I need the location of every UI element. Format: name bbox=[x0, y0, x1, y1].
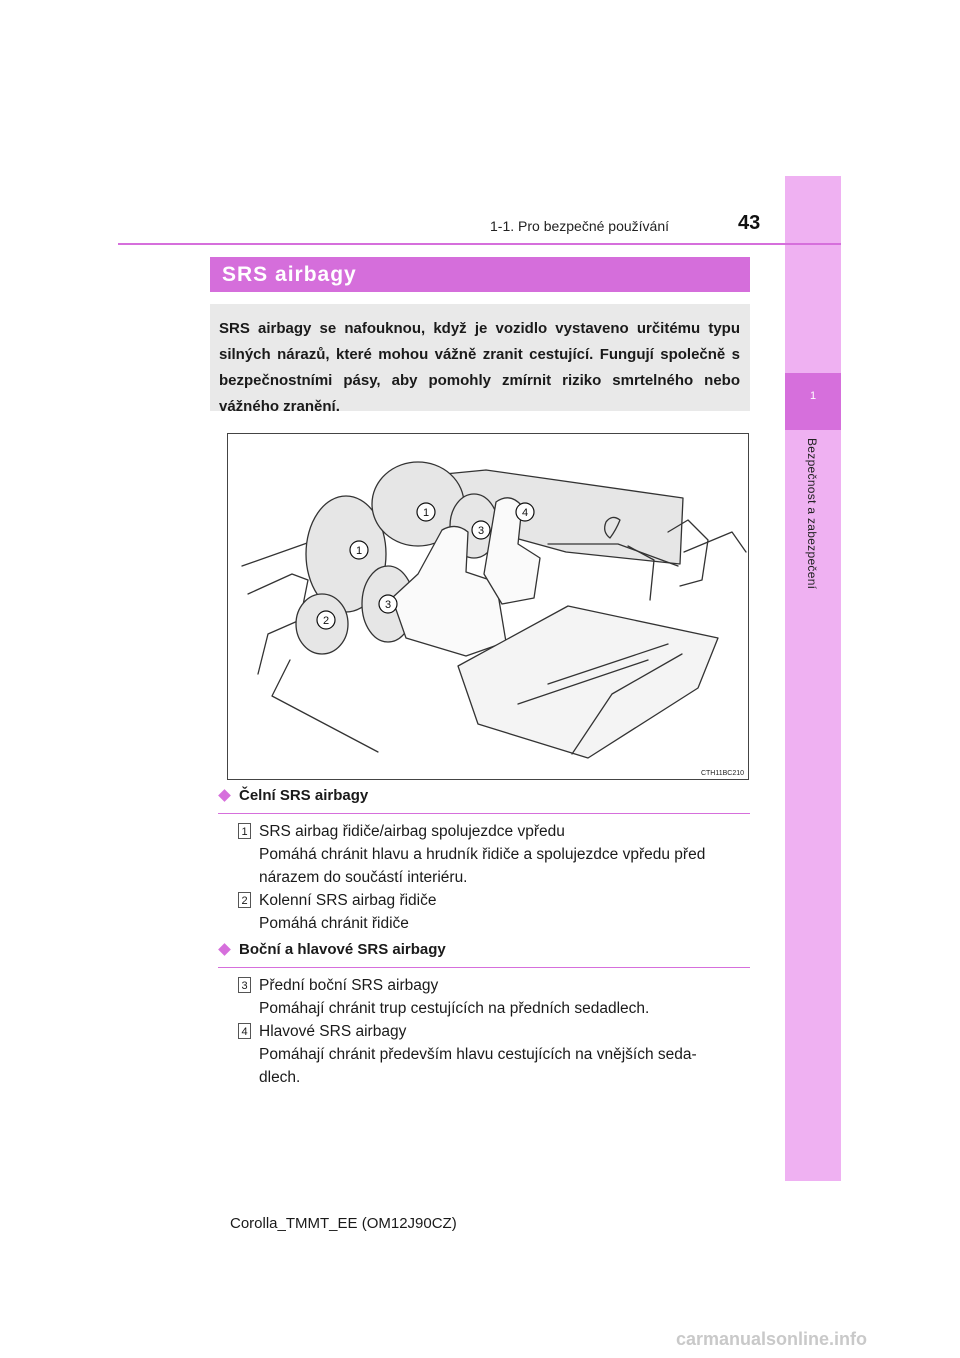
watermark: carmanualsonline.info bbox=[676, 1329, 868, 1349]
section-reference: 1-1. Pro bezpečné používání bbox=[490, 218, 670, 234]
list-item: 3 Přední boční SRS airbagy Pomáhají chránit trup cestujících na předních sedadlech. bbox=[238, 974, 750, 1022]
list-item: 4 Hlavové SRS airbagy Pomáhají chránit především hlavu cestujících na vnějších seda- dlech. bbox=[238, 1020, 750, 1090]
car-interior-drawing bbox=[228, 434, 748, 779]
diamond-bullet-icon bbox=[218, 789, 231, 802]
svg-text:1: 1 bbox=[422, 507, 430, 519]
callout-3-lower bbox=[379, 595, 397, 613]
item-number: 4 bbox=[238, 1023, 251, 1039]
footer-manual-id: Corolla_TMMT_EE (OM12J90CZ) bbox=[230, 1215, 457, 1232]
list-item: 2 Kolenní SRS airbag řidiče Pomáhá chránit řidiče bbox=[238, 889, 750, 937]
airbag-illustration bbox=[227, 433, 749, 780]
svg-text:4: 4 bbox=[521, 507, 529, 519]
item-number: 2 bbox=[238, 892, 251, 908]
chapter-title: Bezpečnost a zabezpečení bbox=[805, 438, 819, 590]
item-number: 3 bbox=[238, 977, 251, 993]
page-title: SRS airbagy bbox=[210, 257, 750, 292]
section-heading-frontal: Čelní SRS airbagy bbox=[218, 788, 750, 814]
intro-box: SRS airbagy se nafouknou, když je vozidlo vystaveno určitému typu silných nárazů, které mohou vážně zranit cestující. Fungují společně s bezpečnostními pásy, aby pomohly zmírnit riziko smrtelného nebo vážného zranění. bbox=[210, 304, 750, 411]
svg-text:3: 3 bbox=[384, 599, 392, 611]
svg-text:2: 2 bbox=[322, 615, 330, 627]
list-item: 1 SRS airbag řidiče/airbag spolujezdce vpředu Pomáhá chránit hlavu a hrudník řidiče a spolujezdce vpředu před nárazem do součástí interiéru. bbox=[238, 820, 750, 890]
item-number: 1 bbox=[238, 823, 251, 839]
callout-1-upper bbox=[417, 503, 435, 521]
callout-1-lower bbox=[350, 541, 368, 559]
page-number: 43 bbox=[738, 212, 761, 234]
diamond-bullet-icon bbox=[218, 943, 231, 956]
section-heading-side: Boční a hlavové SRS airbagy bbox=[218, 942, 750, 968]
callout-2 bbox=[317, 611, 335, 629]
svg-text:3: 3 bbox=[477, 525, 485, 537]
callout-4 bbox=[516, 503, 534, 521]
svg-text:1: 1 bbox=[355, 545, 363, 557]
callout-3-upper bbox=[472, 521, 490, 539]
header-divider bbox=[118, 243, 841, 245]
chapter-number: 1 bbox=[809, 390, 817, 402]
chapter-side-tab bbox=[785, 176, 841, 1181]
figure-code: CTH11BC210 bbox=[700, 770, 744, 777]
